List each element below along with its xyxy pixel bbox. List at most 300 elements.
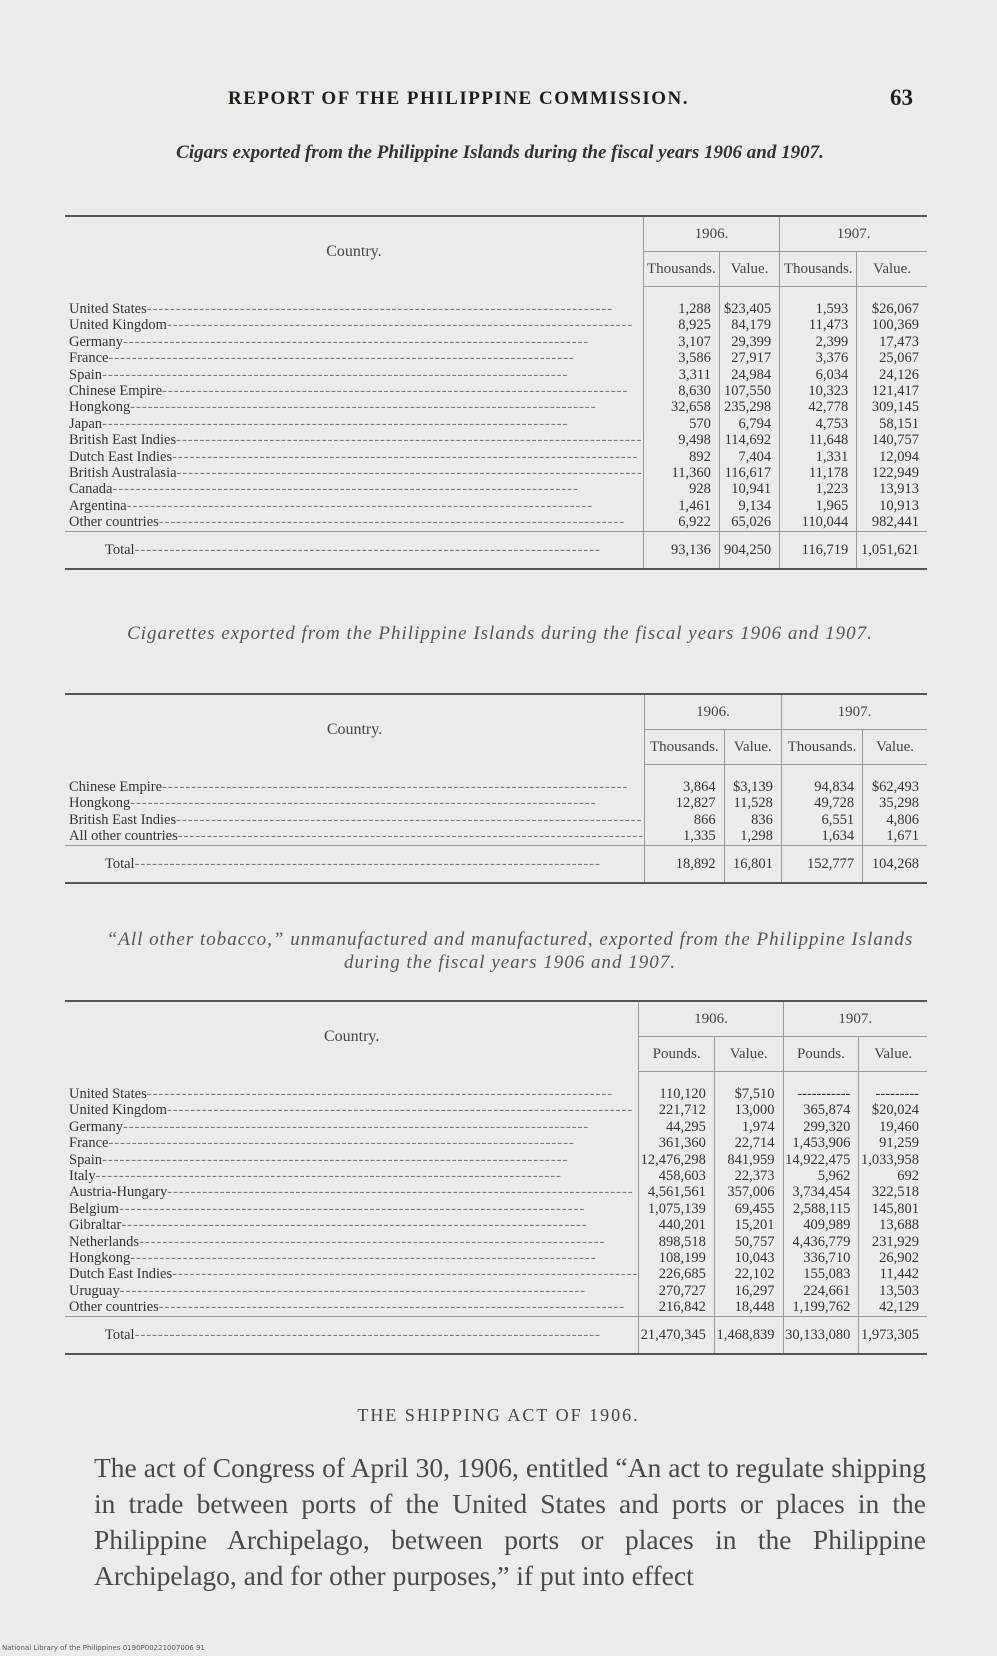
value-cell: 84,179 (719, 317, 779, 333)
total-row (65, 1316, 927, 1354)
value-cell: 108,199 (639, 1250, 715, 1266)
value-cell: 35,298 (863, 795, 927, 811)
value-cell: 1,075,139 (639, 1201, 715, 1217)
table-row (65, 1250, 927, 1266)
leader-dots: -------------------------------------------------------------------------------- (102, 366, 569, 383)
value-cell: 69,455 (714, 1201, 783, 1217)
value-cell: $3,139 (724, 765, 781, 796)
country-name: Hongkong (69, 399, 131, 416)
country-name: Chinese Empire (69, 778, 163, 795)
table1-caption: Cigars exported from the Philippine Islands during the fiscal years 1906 and 1907. (176, 142, 824, 163)
value-cell: $20,024 (859, 1102, 927, 1118)
country-name: Spain (69, 366, 103, 383)
table-row (65, 465, 927, 481)
country-cell (65, 367, 643, 383)
country-name: Canada (69, 481, 113, 498)
country-cell (65, 1217, 639, 1233)
value-cell: 11,473 (780, 317, 857, 333)
value-cell: 3,864 (645, 765, 725, 796)
value-cell: 11,360 (643, 465, 719, 481)
leader-dots: -------------------------------------------------------------------------------- (122, 1118, 590, 1135)
table-row (65, 795, 927, 811)
country-cell (65, 334, 643, 350)
value-cell: 1,331 (780, 449, 857, 465)
total-label: Total (105, 541, 135, 558)
country-name: Hongkong (69, 795, 131, 812)
value-cell: 10,941 (719, 481, 779, 497)
total-value-cell: 104,268 (863, 845, 927, 883)
table-row (65, 498, 927, 514)
country-cell (65, 432, 643, 448)
body-paragraph: The act of Congress of April 30, 1906, entitled “An act to regulate shipping in trade between ports of the United States and ports or places in the Philippine Archipelago, between ports or places in the Philippine Archipelago, and for other purposes,” if put into effect (94, 1452, 926, 1591)
leader-dots: -------------------------------------------------------------------------------- (162, 383, 629, 400)
value-cell: 107,550 (719, 383, 779, 399)
running-title: REPORT OF THE PHILIPPINE COMMISSION. (228, 88, 690, 109)
country-name: Other countries (69, 514, 159, 531)
value-cell: 8,925 (643, 317, 719, 333)
country-name: Belgium (69, 1200, 119, 1217)
table-row (65, 1266, 927, 1282)
leader-dots: -------------------------------------------------------------------------------- (167, 1184, 634, 1201)
value-cell: 221,712 (639, 1102, 715, 1118)
value-cell: 3,311 (643, 367, 719, 383)
value-cell: 309,145 (857, 399, 927, 415)
value-cell: 458,603 (639, 1168, 715, 1184)
value-cell: 12,827 (645, 795, 725, 811)
country-cell (65, 812, 645, 828)
value-cell: 3,107 (643, 334, 719, 350)
leader-dots: -------------------------------------------------------------------------------- (176, 811, 643, 828)
country-cell (65, 317, 643, 333)
table-row (65, 350, 927, 366)
subheader-value-1906: Value. (714, 1037, 783, 1072)
country-cell (65, 1201, 639, 1217)
table-row (65, 367, 927, 383)
value-cell: 4,806 (863, 812, 927, 828)
value-cell: 110,120 (639, 1072, 715, 1103)
value-cell: 440,201 (639, 1217, 715, 1233)
year-header-1907: 1907. (780, 216, 927, 252)
total-value-cell: 1,468,839 (714, 1316, 783, 1354)
country-cell (65, 1283, 639, 1299)
page-number: 63 (890, 85, 913, 110)
value-cell: 42,129 (859, 1299, 927, 1316)
country-cell (65, 1250, 639, 1266)
total-value-cell: 1,973,305 (859, 1316, 927, 1354)
table-row (65, 1217, 927, 1233)
value-cell: 22,102 (714, 1266, 783, 1282)
value-cell: 122,949 (857, 465, 927, 481)
leader-dots: -------------------------------------------------------------------------------- (121, 1217, 588, 1234)
value-cell: 6,922 (643, 514, 719, 531)
value-cell: 94,834 (781, 765, 862, 796)
leader-dots: -------------------------------------------------------------------------------- (176, 432, 643, 449)
subheader-value-1906: Value. (719, 252, 779, 287)
country-name: British East Indies (69, 432, 177, 449)
value-cell: 322,518 (859, 1184, 927, 1200)
value-cell: 3,734,454 (783, 1184, 859, 1200)
country-header: Country. (65, 694, 645, 765)
value-cell: 4,436,779 (783, 1234, 859, 1250)
table-row (65, 1234, 927, 1250)
value-cell: 42,778 (780, 399, 857, 415)
other-tobacco-export-table (65, 1000, 927, 1355)
value-cell: 336,710 (783, 1250, 859, 1266)
country-name: Italy (69, 1168, 96, 1185)
section-heading: THE SHIPPING ACT OF 1906. (357, 1405, 640, 1425)
country-name: Hongkong (69, 1250, 131, 1267)
value-cell: 100,369 (857, 317, 927, 333)
value-cell: 235,298 (719, 399, 779, 415)
leader-dots: -------------------------------------------------------------------------------- (176, 465, 643, 482)
cigarettes-export-table (65, 693, 927, 884)
value-cell: 224,661 (783, 1283, 859, 1299)
value-cell: $26,067 (857, 287, 927, 318)
leader-dots: -------------------------------------------------------------------------------- (139, 1233, 606, 1250)
leader-dots: -------------------------------------------------------------------------------- (166, 317, 634, 334)
value-cell: 898,518 (639, 1234, 715, 1250)
country-cell (65, 1102, 639, 1118)
country-name: France (69, 1135, 109, 1152)
leader-dots: -------------------------------------------------------------------------------- (134, 1326, 601, 1343)
country-name: Other countries (69, 1299, 159, 1316)
value-cell: 226,685 (639, 1266, 715, 1282)
year-header-1906: 1906. (643, 216, 779, 252)
leader-dots: -------------------------------------------------------------------------------- (108, 1135, 575, 1152)
table-row (65, 812, 927, 828)
country-cell (65, 1152, 639, 1168)
value-cell: 58,151 (857, 416, 927, 432)
value-cell: 570 (643, 416, 719, 432)
total-value-cell: 116,719 (780, 531, 857, 569)
subheader-thousands-1907: Thousands. (781, 730, 862, 765)
value-cell: 32,658 (643, 399, 719, 415)
table-row (65, 1072, 927, 1103)
value-cell: 365,874 (783, 1102, 859, 1118)
value-cell: 155,083 (783, 1266, 859, 1282)
value-cell: 1,335 (645, 828, 725, 845)
table-row (65, 416, 927, 432)
value-cell: 44,295 (639, 1119, 715, 1135)
subheader-value-1907: Value. (863, 730, 927, 765)
table-row (65, 287, 927, 318)
value-cell: 16,297 (714, 1283, 783, 1299)
subheader-thousands-1906: Thousands. (643, 252, 719, 287)
total-row (65, 531, 927, 569)
value-cell: 4,753 (780, 416, 857, 432)
subheader-value-1906: Value. (724, 730, 781, 765)
country-cell (65, 1119, 639, 1135)
year-header-1907: 1907. (781, 694, 927, 730)
country-cell (65, 828, 645, 845)
total-row (65, 845, 927, 883)
value-cell: 231,929 (859, 1234, 927, 1250)
total-label: Total (105, 855, 135, 872)
value-cell: 1,671 (863, 828, 927, 845)
value-cell: 10,043 (714, 1250, 783, 1266)
value-cell: 19,460 (859, 1119, 927, 1135)
value-cell: 928 (643, 481, 719, 497)
scan-footer: National Library of the Philippines 0190P00221007006 91 (2, 1644, 205, 1652)
table-row (65, 383, 927, 399)
value-cell: 1,453,906 (783, 1135, 859, 1151)
total-value-cell: 16,801 (724, 845, 781, 883)
table-row (65, 1135, 927, 1151)
value-cell: 114,692 (719, 432, 779, 448)
value-cell: 49,728 (781, 795, 862, 811)
country-name: All other countries (69, 828, 178, 845)
value-cell: 892 (643, 449, 719, 465)
value-cell: $23,405 (719, 287, 779, 318)
value-cell: 6,034 (780, 367, 857, 383)
country-name: Spain (69, 1151, 103, 1168)
total-value-cell: 21,470,345 (639, 1316, 715, 1354)
subheader-value-1907: Value. (859, 1037, 927, 1072)
country-name: Netherlands (69, 1233, 140, 1250)
subheader-thousands-1906: Thousands. (645, 730, 725, 765)
total-value-cell: 30,133,080 (783, 1316, 859, 1354)
table2-caption: Cigarettes exported from the Philippine Islands during the fiscal years 1906 and 1907. (127, 623, 873, 644)
table-row (65, 1119, 927, 1135)
leader-dots: -------------------------------------------------------------------------------- (108, 350, 575, 367)
leader-dots: -------------------------------------------------------------------------------- (134, 855, 601, 872)
value-cell: 11,528 (724, 795, 781, 811)
table-row (65, 399, 927, 415)
country-name: Dutch East Indies (69, 448, 173, 465)
table-row (65, 334, 927, 350)
table-row (65, 1184, 927, 1200)
value-cell: 1,965 (780, 498, 857, 514)
value-cell: 3,376 (780, 350, 857, 366)
value-cell: 10,323 (780, 383, 857, 399)
country-cell (65, 795, 645, 811)
country-name: Dutch East Indies (69, 1266, 173, 1283)
table-row (65, 514, 927, 531)
table-row (65, 828, 927, 845)
total-value-cell: 93,136 (643, 531, 719, 569)
leader-dots: -------------------------------------------------------------------------------- (158, 514, 626, 531)
country-name: United States (69, 300, 147, 317)
running-header (0, 85, 997, 118)
country-name: Germany (69, 1118, 123, 1135)
total-label-cell (65, 1316, 639, 1354)
leader-dots: -------------------------------------------------------------------------------- (166, 1102, 634, 1119)
value-cell: 18,448 (714, 1299, 783, 1316)
value-cell: 357,006 (714, 1184, 783, 1200)
value-cell: 1,288 (643, 287, 719, 318)
value-cell: 6,551 (781, 812, 862, 828)
country-cell (65, 1234, 639, 1250)
leader-dots: -------------------------------------------------------------------------------- (122, 333, 590, 350)
leader-dots: -------------------------------------------------------------------------------- (130, 399, 597, 416)
value-cell: 4,561,561 (639, 1184, 715, 1200)
value-cell: 13,000 (714, 1102, 783, 1118)
country-name: Germany (69, 333, 123, 350)
leader-dots: -------------------------------------------------------------------------------- (130, 1250, 597, 1267)
leader-dots: -------------------------------------------------------------------------------- (102, 415, 569, 432)
country-name: United Kingdom (69, 1102, 167, 1119)
value-cell: 361,360 (639, 1135, 715, 1151)
value-cell: 22,714 (714, 1135, 783, 1151)
value-cell: 2,399 (780, 334, 857, 350)
country-cell (65, 1299, 639, 1316)
value-cell: 17,473 (857, 334, 927, 350)
total-value-cell: 904,250 (719, 531, 779, 569)
country-cell (65, 481, 643, 497)
value-cell: 1,974 (714, 1119, 783, 1135)
country-header: Country. (65, 216, 643, 287)
table-row (65, 481, 927, 497)
country-cell (65, 287, 643, 318)
value-cell: 10,913 (857, 498, 927, 514)
value-cell: 9,498 (643, 432, 719, 448)
value-cell: 65,026 (719, 514, 779, 531)
country-name: British Australasia (69, 465, 177, 482)
table-row (65, 765, 927, 796)
subheader-pounds-1906: Pounds. (639, 1037, 715, 1072)
value-cell: 1,033,958 (859, 1152, 927, 1168)
country-cell (65, 1072, 639, 1103)
table-row (65, 449, 927, 465)
value-cell: 11,648 (780, 432, 857, 448)
country-cell (65, 416, 643, 432)
year-header-1906: 1906. (639, 1001, 783, 1037)
value-cell: 1,223 (780, 481, 857, 497)
value-cell: 13,688 (859, 1217, 927, 1233)
subheader-thousands-1907: Thousands. (780, 252, 857, 287)
table-row (65, 1299, 927, 1316)
leader-dots: -------------------------------------------------------------------------------- (162, 778, 629, 795)
value-cell: 27,917 (719, 350, 779, 366)
leader-dots: -------------------------------------------------------------------------------- (146, 300, 614, 317)
country-name: Argentina (69, 497, 127, 514)
value-cell: 1,593 (780, 287, 857, 318)
leader-dots: -------------------------------------------------------------------------------- (172, 1266, 639, 1283)
country-cell (65, 1135, 639, 1151)
value-cell: 216,842 (639, 1299, 715, 1316)
value-cell: 14,922,475 (783, 1152, 859, 1168)
value-cell: 26,902 (859, 1250, 927, 1266)
country-cell (65, 1184, 639, 1200)
country-cell (65, 383, 643, 399)
table-row (65, 1102, 927, 1118)
value-cell: 692 (859, 1168, 927, 1184)
table-row (65, 317, 927, 333)
value-cell: 24,126 (857, 367, 927, 383)
total-value-cell: 18,892 (645, 845, 725, 883)
value-cell: 13,503 (859, 1283, 927, 1299)
table-row (65, 432, 927, 448)
country-cell (65, 1266, 639, 1282)
value-cell: 91,259 (859, 1135, 927, 1151)
value-cell: 2,588,115 (783, 1201, 859, 1217)
country-name: United States (69, 1085, 147, 1102)
table3-caption: “All other tobacco,” unmanufactured and manufactured, exported from the Philippine Islands during the fiscal years 1906 and 1907. (106, 929, 914, 973)
value-cell: 12,094 (857, 449, 927, 465)
leader-dots: -------------------------------------------------------------------------------- (158, 1299, 626, 1316)
value-cell: 7,404 (719, 449, 779, 465)
value-cell: 1,199,762 (783, 1299, 859, 1316)
country-cell (65, 399, 643, 415)
value-cell: 11,178 (780, 465, 857, 481)
value-cell: 8,630 (643, 383, 719, 399)
year-header-1907: 1907. (783, 1001, 927, 1037)
value-cell: 24,984 (719, 367, 779, 383)
leader-dots: -------------------------------------------------------------------------------- (119, 1282, 587, 1299)
leader-dots: -------------------------------------------------------------------------------- (134, 541, 601, 558)
value-cell: 145,801 (859, 1201, 927, 1217)
value-cell: ----------- (783, 1072, 859, 1103)
leader-dots: -------------------------------------------------------------------------------- (102, 1151, 569, 1168)
leader-dots: -------------------------------------------------------------------------------- (130, 795, 597, 812)
country-cell (65, 465, 643, 481)
value-cell: 836 (724, 812, 781, 828)
country-cell (65, 514, 643, 531)
total-value-cell: 1,051,621 (857, 531, 927, 569)
leader-dots: -------------------------------------------------------------------------------- (172, 448, 639, 465)
value-cell: 116,617 (719, 465, 779, 481)
value-cell: $7,510 (714, 1072, 783, 1103)
value-cell: 3,586 (643, 350, 719, 366)
table-row (65, 1168, 927, 1184)
value-cell: 12,476,298 (639, 1152, 715, 1168)
leader-dots: -------------------------------------------------------------------------------- (177, 828, 645, 845)
value-cell: 13,913 (857, 481, 927, 497)
value-cell: 9,134 (719, 498, 779, 514)
total-label-cell (65, 531, 643, 569)
leader-dots: -------------------------------------------------------------------------------- (126, 497, 594, 514)
value-cell: 1,298 (724, 828, 781, 845)
country-name: Gibraltar (69, 1217, 122, 1234)
table-row (65, 1283, 927, 1299)
value-cell: 1,461 (643, 498, 719, 514)
value-cell: 11,442 (859, 1266, 927, 1282)
value-cell: 270,727 (639, 1283, 715, 1299)
subheader-pounds-1907: Pounds. (783, 1037, 859, 1072)
subheader-value-1907: Value. (857, 252, 927, 287)
leader-dots: -------------------------------------------------------------------------------- (146, 1085, 614, 1102)
country-cell (65, 1168, 639, 1184)
leader-dots: -------------------------------------------------------------------------------- (95, 1168, 562, 1185)
country-name: Austria-Hungary (69, 1184, 168, 1201)
value-cell: 121,417 (857, 383, 927, 399)
value-cell: 982,441 (857, 514, 927, 531)
country-name: Japan (69, 415, 103, 432)
value-cell: $62,493 (863, 765, 927, 796)
country-cell (65, 449, 643, 465)
table-row (65, 1152, 927, 1168)
value-cell: 15,201 (714, 1217, 783, 1233)
total-label: Total (105, 1326, 135, 1343)
country-name: Chinese Empire (69, 383, 163, 400)
leader-dots: -------------------------------------------------------------------------------- (118, 1200, 586, 1217)
value-cell: 110,044 (780, 514, 857, 531)
country-name: British East Indies (69, 811, 177, 828)
value-cell: 140,757 (857, 432, 927, 448)
value-cell: 866 (645, 812, 725, 828)
value-cell: 6,794 (719, 416, 779, 432)
table-row (65, 1201, 927, 1217)
leader-dots: -------------------------------------------------------------------------------- (112, 481, 579, 498)
value-cell: 25,067 (857, 350, 927, 366)
country-cell (65, 350, 643, 366)
country-name: Uruguay (69, 1282, 120, 1299)
value-cell: --------- (859, 1072, 927, 1103)
country-name: France (69, 350, 109, 367)
country-cell (65, 498, 643, 514)
value-cell: 1,634 (781, 828, 862, 845)
country-cell (65, 765, 645, 796)
